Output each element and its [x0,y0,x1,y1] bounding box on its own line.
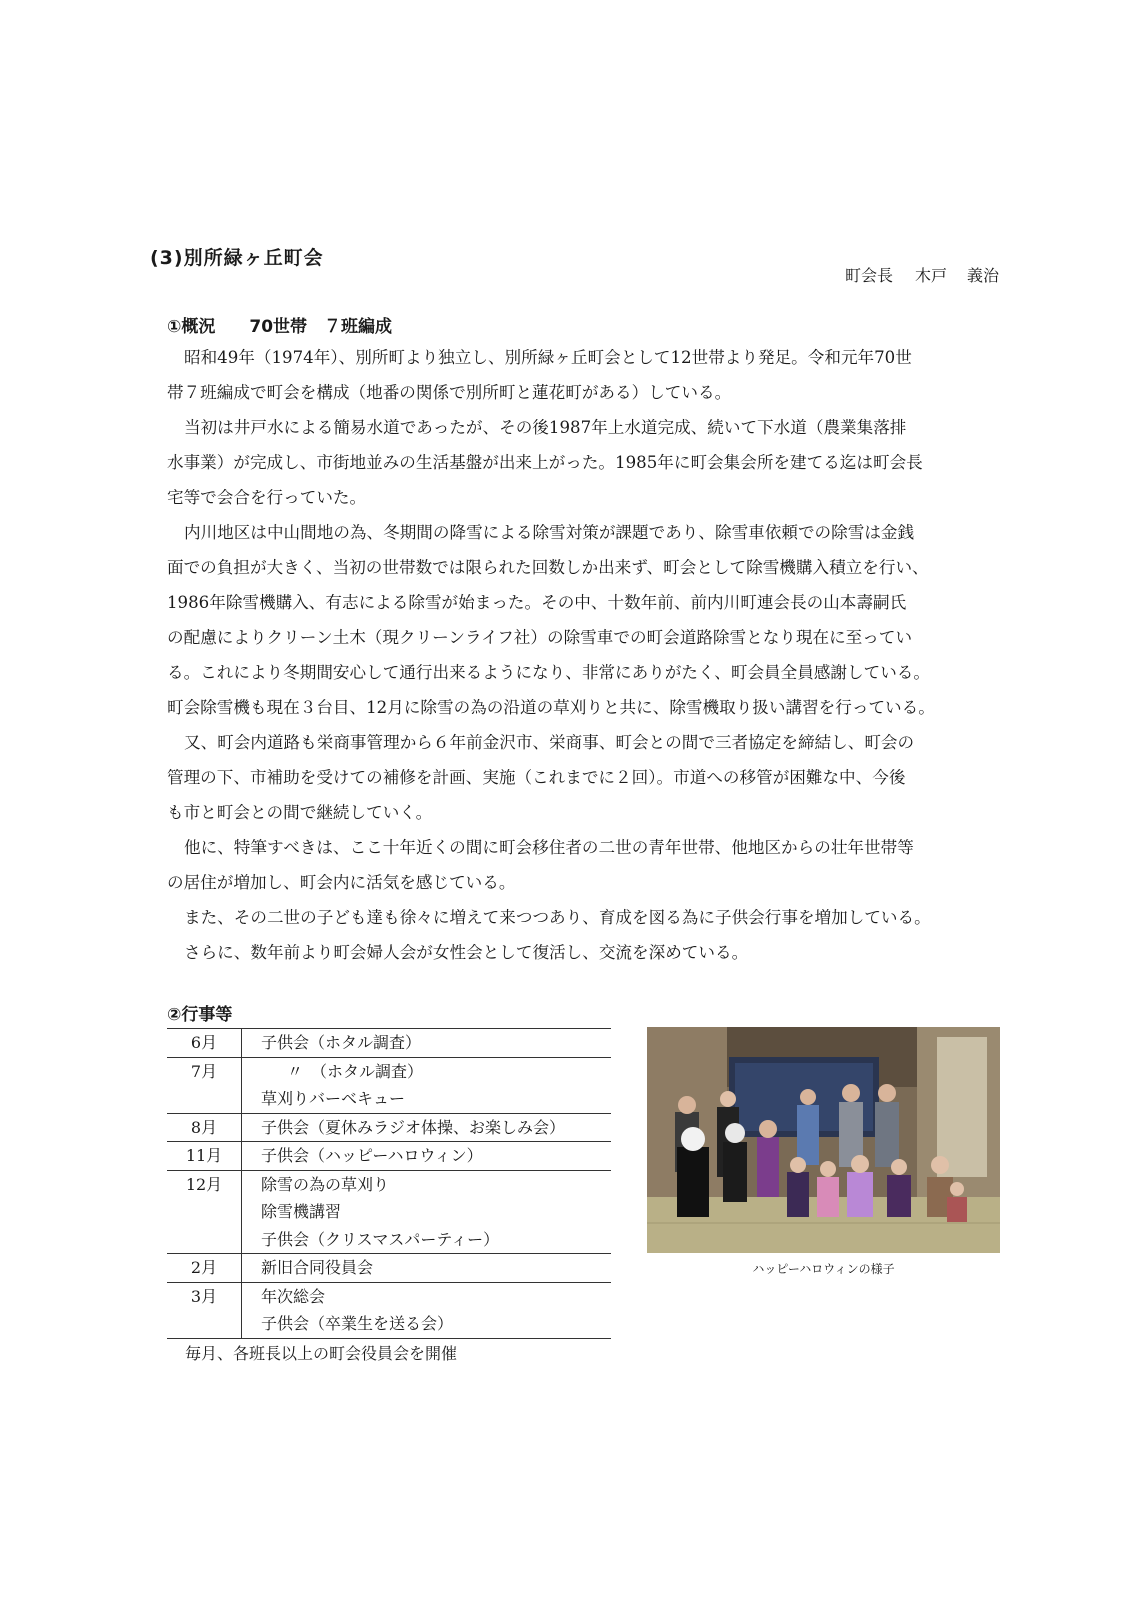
overview-line: 水事業）が完成し、市街地並みの生活基盤が出来上がった。1985年に町会集会所を建てる迄は町会長 [167,453,923,472]
event-month: 12月 [167,1170,242,1254]
overview-line: 帯７班編成で町会を構成（地番の関係で別所町と蓮花町がある）している。 [167,383,732,402]
event-month: 2月 [167,1254,242,1283]
event-item: 子供会（卒業生を送る会） [261,1314,454,1333]
overview-line: 1986年除雪機購入、有志による除雪が始まった。その中、十数年前、前内川町連会長の山本壽嗣氏 [167,593,907,612]
chair-given-name: 義治 [967,266,1000,285]
chair-surname: 木戸 [915,266,948,285]
monthly-note: 毎月、各班長以上の町会役員会を開催 [185,1344,458,1363]
overview-body [167,340,1012,970]
event-month: 6月 [167,1029,242,1058]
event-item: 草刈りバーベキュー [261,1089,406,1108]
event-item: 子供会（ハッピーハロウィン） [261,1146,483,1165]
event-item: 子供会（ホタル調査） [261,1033,422,1052]
chairperson [845,263,999,286]
overview-line: 当初は井戸水による簡易水道であったが、その後1987年上水道完成、続いて下水道（農業集落排 [184,418,907,437]
table-row [167,1113,611,1142]
event-item: 子供会（夏休みラジオ体操、お楽しみ会） [261,1117,566,1137]
event-month: 3月 [167,1282,242,1338]
event-item: 除雪機講習 [261,1202,342,1221]
table-row [167,1029,611,1058]
overview-line: また、その二世の子ども達も徐々に増えて来つつあり、育成を図る為に子供会行事を増加している。 [184,908,931,927]
event-month: 7月 [167,1057,242,1113]
event-item: 年次総会 [261,1286,326,1306]
overview-heading: ①概況 70世帯 ７班編成 [167,317,393,337]
overview-line: 他に、特筆すべきは、ここ十年近くの間に町会移住者の二世の青年世帯、他地区からの壮年世帯等 [184,838,914,857]
overview-line: の居住が増加し、町会内に活気を感じている。 [167,873,516,892]
event-month: 11月 [167,1142,242,1171]
overview-line: も市と町会との間で継続していく。 [167,803,433,822]
overview-line: の配慮によりクリーン土木（現クリーンライフ社）の除雪車での町会道路除雪となり現在に至ってい [167,628,913,647]
overview-line: る。これにより冬期間安心して通行出来るようになり、非常にありがたく、町会員全員感謝している。 [167,663,930,682]
overview-line: 宅等で会合を行っていた。 [167,488,367,507]
event-item: 子供会（クリスマスパーティー） [261,1229,500,1249]
overview-line: さらに、数年前より町会婦人会が女性会として復活し、交流を深めている。 [184,943,749,962]
events-heading: ②行事等 [167,1005,233,1025]
halloween-photo [647,1027,1000,1253]
event-item [242,1057,612,1085]
overview-line: 昭和49年（1974年）、別所町より独立し、別所緑ヶ丘町会として12世帯より発足。令和元年70世 [184,348,912,367]
overview-line: 面での負担が大きく、当初の世帯数では限られた回数しか出来ず、町会として除雪機購入積立を行い、 [167,558,929,577]
events-table [167,1028,611,1339]
table-row [167,1170,611,1198]
photo-caption: ハッピーハロウィンの様子 [752,1262,895,1276]
event-item-ditto: 〃 （ホタル調査） [287,1061,424,1081]
event-item: 新旧合同役員会 [261,1258,374,1277]
section-title: (3)別所緑ヶ丘町会 [150,247,324,269]
overview-line: 内川地区は中山間地の為、冬期間の降雪による除雪対策が課題であり、除雪車依頼での除雪は金銭 [184,523,915,542]
table-row [167,1254,611,1283]
table-row [167,1142,611,1171]
table-row [167,1057,611,1085]
overview-line: 管理の下、市補助を受けての補修を計画、実施（これまでに２回）。市道への移管が困難な中、今後 [167,768,906,787]
event-item: 除雪の為の草刈り [261,1174,390,1194]
overview-line: 又、町会内道路も栄商事管理から６年前金沢市、栄商事、町会との間で三者協定を締結し、町会の [184,733,915,752]
chair-role: 町会長 [845,266,894,285]
event-month: 8月 [167,1113,242,1142]
overview-line: 町会除雪機も現在３台目、12月に除雪の為の沿道の草刈りと共に、除雪機取り扱い講習を行っている。 [167,698,935,717]
table-row [167,1282,611,1310]
